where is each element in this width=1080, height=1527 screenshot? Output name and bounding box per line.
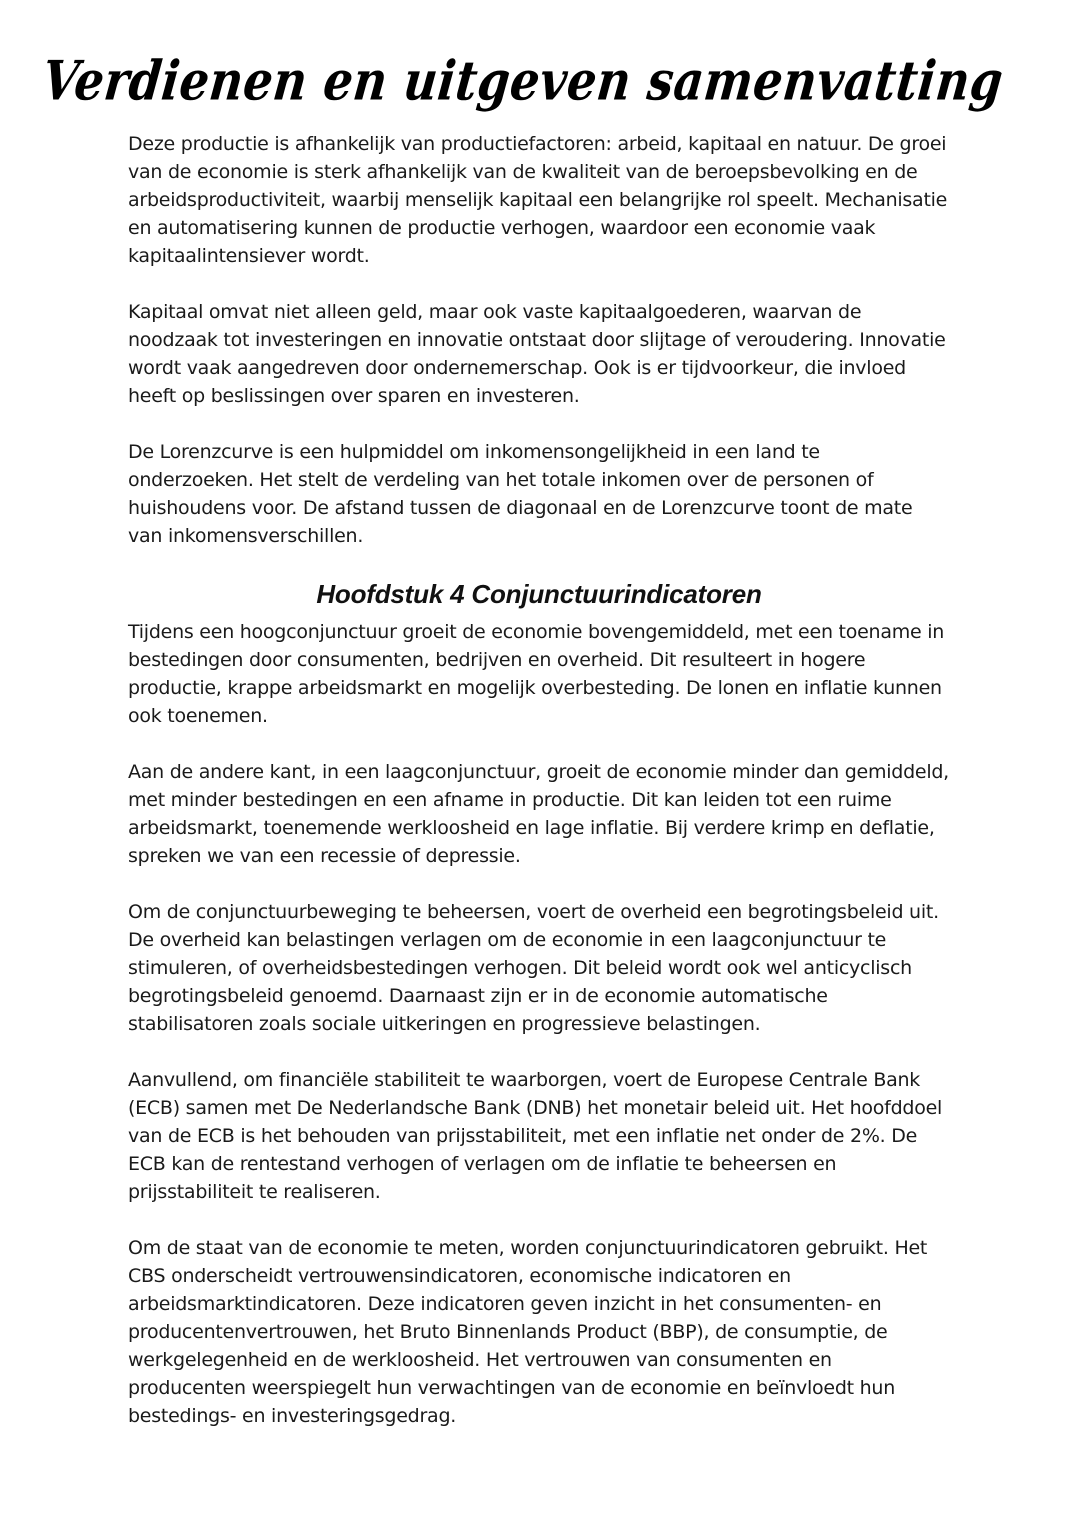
paragraph: Kapitaal omvat niet alleen geld, maar ook vaste kapitaalgoederen, waarvan de noodzaak tot investeringen en innovatie ontstaat door slijtage of veroudering. Innovatie wordt vaak aangedreven door ondernemerschap. Ook is er tijdvoorkeur, die invloed heeft op beslissingen over sparen en investeren. (128, 301, 946, 407)
paragraph: Aanvullend, om financiële stabiliteit te waarborgen, voert de Europese Centrale Bank (ECB) samen met De Nederlandsche Bank (DNB) het monetair beleid uit. Het hoofddoel van de ECB is het behouden van prijsstabiliteit, met een inflatie net onder de 2%. De ECB kan de rentestand verhogen of verlagen om de inflatie te beheersen en prijsstabiliteit te realiseren. (128, 1069, 943, 1203)
paragraph: Deze productie is afhankelijk van productiefactoren: arbeid, kapitaal en natuur. De groei van de economie is sterk afhankelijk van de kwaliteit van de beroepsbevolking en de arbeidsproductiviteit, waarbij menselijk kapitaal een belangrijke rol speelt. Mechanisatie en automatisering kunnen de productie verhogen, waardoor een economie vaak kapitaalintensiever wordt. (128, 133, 948, 267)
page-title: Verdienen en uitgeven samenvatting (39, 49, 1007, 113)
paragraph: Aan de andere kant, in een laagconjunctuur, groeit de economie minder dan gemiddeld, met minder bestedingen en een afname in productie. Dit kan leiden tot een ruime arbeidsmarkt, toenemende werkloosheid en lage inflatie. Bij verdere krimp en deflatie, spreken we van een recessie of depressie. (128, 761, 949, 867)
body-text-block (128, 130, 950, 1430)
paragraph: Om de staat van de economie te meten, worden conjunctuurindicatoren gebruikt. Het CBS onderscheidt vertrouwensindicatoren, economische indicatoren en arbeidsmarktindicatoren. Deze indicatoren geven inzicht in het consumenten- en producentenvertrouwen, het Bruto Binnenlands Product (BBP), de consumptie, de werkgelegenheid en de werkloosheid. Het vertrouwen van consumenten en producenten weerspiegelt hun verwachtingen van de economie en beïnvloedt hun bestedings- en investeringsgedrag. (128, 1237, 928, 1427)
paragraph: Om de conjunctuurbeweging te beheersen, voert de overheid een begrotingsbeleid uit. De overheid kan belastingen verlagen om de economie in een laagconjunctuur te stimuleren, of overheidsbestedingen verhogen. Dit beleid wordt ook wel anticyclisch begrotingsbeleid genoemd. Daarnaast zijn er in de economie automatische stabilisatoren zoals sociale uitkeringen en progressieve belastingen. (128, 901, 939, 1035)
paragraph: Tijdens een hoogconjunctuur groeit de economie bovengemiddeld, met een toename in bestedingen door consumenten, bedrijven en overheid. Dit resulteert in hogere productie, krappe arbeidsmarkt en mogelijk overbesteding. De lonen en inflatie kunnen ook toenemen. (128, 621, 945, 727)
section-divider (128, 550, 950, 574)
paragraph: De Lorenzcurve is een hulpmiddel om inkomensongelijkheid in een land te onderzoeken. Het stelt de verdeling van het totale inkomen over de personen of huishoudens voor. De afstand tussen de diagonaal en de Lorenzcurve toont de mate van inkomensverschillen. (128, 441, 913, 547)
chapter-heading: Hoofdstuk 4 Conjunctuurindicatoren (316, 579, 762, 609)
